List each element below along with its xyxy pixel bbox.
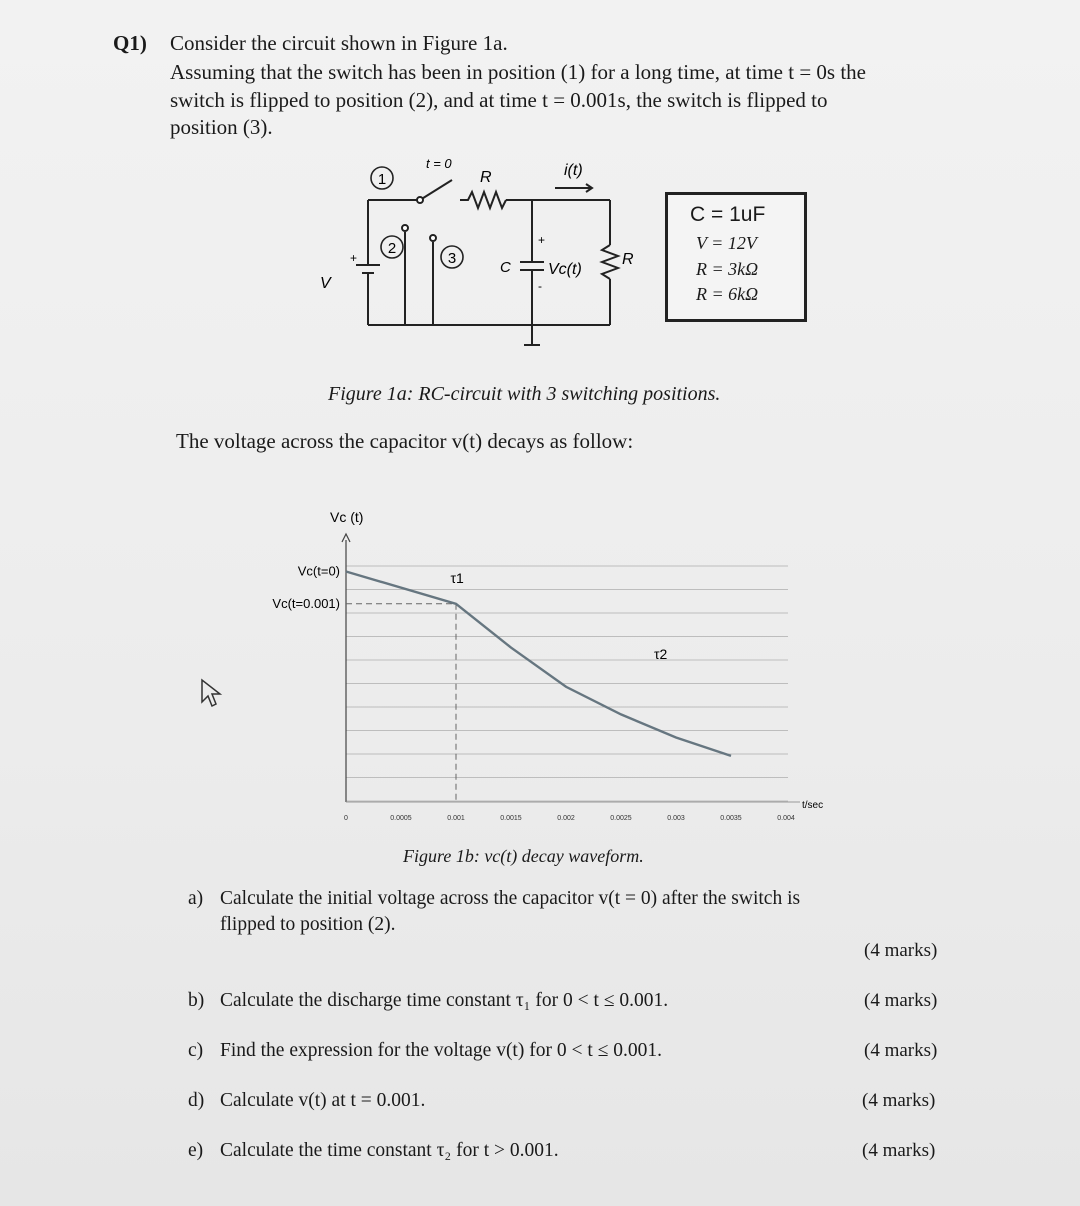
- part-b-text: Calculate the discharge time constant τ₁ for 0 < t ≤ 0.001.: [220, 990, 669, 1011]
- part-c-letter: c): [188, 1040, 204, 1061]
- terminal-3: [430, 235, 436, 241]
- x-tick-label: 0.002: [557, 815, 575, 822]
- x-tick-label: 0.0035: [720, 815, 742, 822]
- r2-resistor: [602, 245, 618, 279]
- question-line-4: position (3).: [170, 115, 273, 139]
- x-tick-labels: [344, 815, 795, 822]
- x-tick-label: 0.0005: [390, 815, 412, 822]
- part-b-letter: b): [188, 990, 205, 1011]
- part-d-text: Calculate v(t) at t = 0.001.: [220, 1090, 426, 1111]
- question-intro: Consider the circuit shown in Figure 1a.: [170, 31, 508, 55]
- vc-label: Vc(t): [548, 261, 582, 278]
- pos1-label: 1: [377, 171, 387, 188]
- y-tick-vc001: Vc(t=0.001): [272, 595, 340, 611]
- r1-resistor: [460, 192, 506, 208]
- question-line-3: switch is flipped to position (2), and at time t = 0.001s, the switch is flipped to: [170, 88, 828, 112]
- current-label: i(t): [564, 162, 583, 179]
- mouse-cursor-icon: [198, 678, 228, 712]
- part-e-marks: (4 marks): [862, 1140, 936, 1161]
- r1-value: R = 3kΩ: [696, 259, 759, 279]
- question-number: Q1): [113, 31, 147, 55]
- x-tick-label: 0.0015: [500, 815, 522, 822]
- x-tick-label: 0.003: [667, 815, 685, 822]
- capacitance-value: C = 1uF: [690, 203, 766, 226]
- x-tick-label: 0.0025: [610, 815, 632, 822]
- figure-1b-caption: Figure 1b: vc(t) decay waveform.: [403, 846, 644, 866]
- y-tick-vc0: Vc(t=0): [297, 563, 340, 579]
- figure-1a-caption: Figure 1a: RC-circuit with 3 switching positions.: [328, 383, 721, 405]
- y-axis-label: Vc (t): [330, 509, 364, 525]
- pos2-label: 2: [387, 240, 397, 257]
- cap-label: C: [500, 259, 511, 276]
- terminal-2: [402, 225, 408, 231]
- part-b-marks: (4 marks): [864, 990, 938, 1011]
- component-values-box: [665, 192, 807, 322]
- tau1-annotation: τ1: [450, 570, 464, 587]
- part-d-letter: d): [188, 1090, 205, 1111]
- decay-sentence: The voltage across the capacitor v(t) decays as follow:: [176, 429, 634, 453]
- decay-chart: [240, 500, 840, 830]
- r2-value: R = 6kΩ: [696, 284, 759, 304]
- source-voltage-value: V = 12V: [696, 233, 757, 253]
- r2-label: R: [622, 251, 634, 268]
- cap-minus: -: [538, 279, 542, 293]
- switch-blade: [420, 180, 452, 200]
- question-line-2: Assuming that the switch has been in position (1) for a long time, at time t = 0s the: [170, 60, 866, 84]
- part-d-marks: (4 marks): [862, 1090, 936, 1111]
- x-tick-label: 0.004: [777, 815, 795, 822]
- switch-pivot: [417, 197, 423, 203]
- switch-time-label: t = 0: [426, 156, 452, 171]
- r1-label: R: [480, 169, 492, 186]
- part-a-text: Calculate the initial voltage across the capacitor v(t = 0) after the switch is: [220, 888, 801, 909]
- vs-label: V: [320, 275, 331, 292]
- part-c-text: Find the expression for the voltage v(t) for 0 < t ≤ 0.001.: [220, 1040, 662, 1061]
- vc-decay-curve: [346, 572, 731, 756]
- part-c-marks: (4 marks): [864, 1040, 938, 1061]
- chart-grid: [346, 566, 788, 801]
- part-e-text: Calculate the time constant τ₂ for t > 0.001.: [220, 1140, 559, 1161]
- x-axis-label: t/sec: [802, 800, 824, 811]
- cap-plus: +: [538, 233, 546, 247]
- x-tick-label: 0: [344, 815, 348, 822]
- pos3-label: 3: [447, 250, 457, 267]
- vs-plus: +: [350, 251, 358, 265]
- part-a-letter: a): [188, 888, 204, 909]
- part-a-marks: (4 marks): [864, 940, 938, 961]
- tau2-annotation: τ2: [654, 646, 668, 663]
- x-tick-label: 0.001: [447, 815, 465, 822]
- part-e-letter: e): [188, 1140, 204, 1161]
- part-a-text-2: flipped to position (2).: [220, 914, 396, 935]
